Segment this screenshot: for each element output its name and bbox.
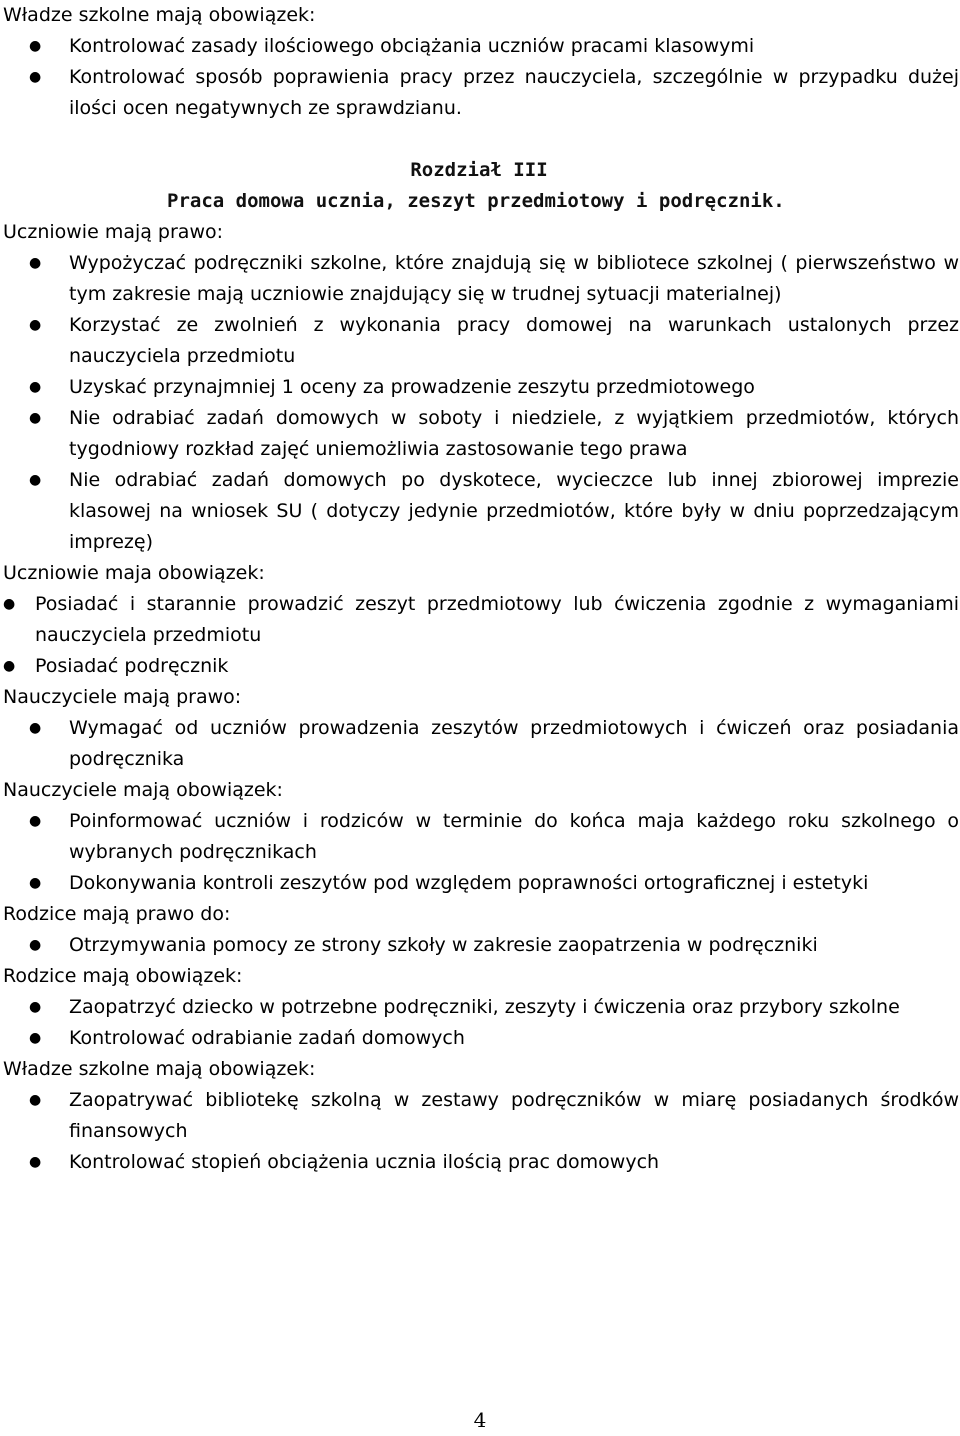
chapter-title: Praca domowa ucznia, zeszyt przedmiotowy i podręcznik. <box>167 190 785 212</box>
document-page <box>3 0 959 1178</box>
list-item: ● Kontrolować zasady ilościowego obciążania uczniów pracami klasowymi <box>3 31 959 62</box>
list-item: ● Kontrolować sposób poprawienia pracy przez nauczyciela, szczególnie w przypadku dużej ilości ocen negatywnych ze sprawdzianu. <box>3 62 959 124</box>
bullet-icon: ● <box>29 937 42 953</box>
bullet-list <box>3 248 959 558</box>
list-item: ● Nie odrabiać zadań domowych po dyskotece, wycieczce lub innej zbiorowej imprezie klasowej na wniosek SU ( dotyczy jedynie przedmiotów, które były w dniu poprzedzającym imprezę) <box>3 465 959 558</box>
page-number: 4 <box>473 1408 487 1432</box>
bullet-icon: ● <box>29 410 42 426</box>
list-item: ● Posiadać i starannie prowadzić zeszyt przedmiotowy lub ćwiczenia zgodnie z wymaganiami nauczyciela przedmiotu <box>3 589 959 651</box>
list-item: ● Zaopatrywać bibliotekę szkolną w zestawy podręczników w miarę posiadanych środków finansowych <box>3 1085 959 1147</box>
list-item: ● Dokonywania kontroli zeszytów pod względem poprawności ortograficznej i estetyki <box>3 868 959 899</box>
bullet-list <box>3 31 959 124</box>
list-item: ● Kontrolować odrabianie zadań domowych <box>3 1023 959 1054</box>
list-item: ● Posiadać podręcznik <box>3 651 959 682</box>
bullet-icon: ● <box>29 255 42 271</box>
group-heading: Uczniowie maja obowiązek: <box>3 562 265 584</box>
bullet-icon: ● <box>29 1154 42 1170</box>
bullet-list <box>3 992 959 1054</box>
list-item: ● Uzyskać przynajmniej 1 oceny za prowadzenie zeszytu przedmiotowego <box>3 372 959 403</box>
group-heading: Nauczyciele mają prawo: <box>3 686 242 708</box>
list-item: ● Poinformować uczniów i rodziców w terminie do końca maja każdego roku szkolnego o wybranych podręcznikach <box>3 806 959 868</box>
list-item: ● Zaopatrzyć dziecko w potrzebne podręczniki, zeszyty i ćwiczenia oraz przybory szkolne <box>3 992 959 1023</box>
list-item: ● Wymagać od uczniów prowadzenia zeszytów przedmiotowych i ćwiczeń oraz posiadania podręcznika <box>3 713 959 775</box>
list-item: ● Korzystać ze zwolnień z wykonania pracy domowej na warunkach ustalonych przez nauczyciela przedmiotu <box>3 310 959 372</box>
bullet-icon: ● <box>29 472 42 488</box>
section-heading: Władze szkolne mają obowiązek: <box>3 4 316 26</box>
group-heading: Władze szkolne mają obowiązek: <box>3 1058 316 1080</box>
group-heading: Rodzice mają prawo do: <box>3 903 231 925</box>
bullet-list <box>3 589 959 682</box>
group-heading: Nauczyciele mają obowiązek: <box>3 779 283 801</box>
bullet-list <box>3 806 959 899</box>
bullet-list <box>3 1085 959 1178</box>
list-item: ● Kontrolować stopień obciążenia ucznia ilością prac domowych <box>3 1147 959 1178</box>
list-item: ● Otrzymywania pomocy ze strony szkoły w zakresie zaopatrzenia w podręczniki <box>3 930 959 961</box>
bullet-icon: ● <box>29 379 42 395</box>
bullet-icon: ● <box>29 317 42 333</box>
bullet-icon: ● <box>3 658 16 674</box>
group-heading: Rodzice mają obowiązek: <box>3 965 243 987</box>
list-item: ● Nie odrabiać zadań domowych w soboty i niedziele, z wyjątkiem przedmiotów, których tygodniowy rozkład zajęć uniemożliwia zastosowanie tego prawa <box>3 403 959 465</box>
bullet-icon: ● <box>29 69 42 85</box>
bullet-icon: ● <box>29 999 42 1015</box>
bullet-icon: ● <box>29 813 42 829</box>
bullet-icon: ● <box>29 38 42 54</box>
bullet-icon: ● <box>29 1092 42 1108</box>
chapter-number: Rozdział III <box>410 159 548 181</box>
bullet-icon: ● <box>29 1030 42 1046</box>
bullet-icon: ● <box>3 596 16 612</box>
bullet-icon: ● <box>29 720 42 736</box>
bullet-list <box>3 713 959 775</box>
group-heading: Uczniowie mają prawo: <box>3 221 224 243</box>
bullet-list <box>3 930 959 961</box>
bullet-icon: ● <box>29 875 42 891</box>
list-item: ● Wypożyczać podręczniki szkolne, które znajdują się w bibliotece szkolnej ( pierwszeństwo w tym zakresie mają uczniowie znajdujący się w trudnej sytuacji materialnej) <box>3 248 959 310</box>
